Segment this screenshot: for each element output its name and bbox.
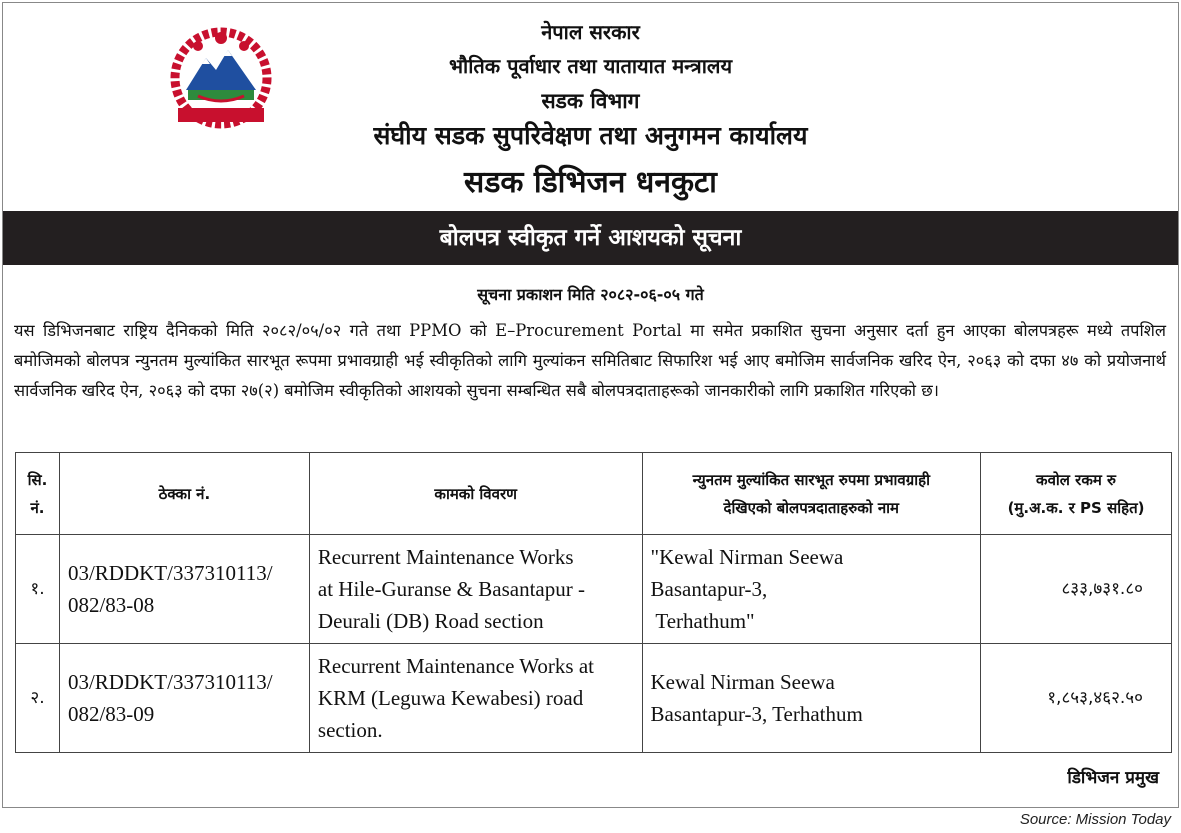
contract-line1: 03/RDDKT/337310113/: [67, 561, 273, 585]
row-amount: ८३३,७३१.८०: [981, 535, 1172, 644]
govt-name: नेपाल सरकार: [541, 20, 640, 44]
row-description: [309, 535, 642, 644]
row-sn: २.: [16, 644, 60, 753]
desc-line3: section.: [317, 718, 383, 742]
col-header-bidder: [642, 453, 981, 535]
bid-table: [15, 452, 1172, 753]
row-bidder: [642, 644, 981, 753]
col-header-sn: [16, 453, 60, 535]
row-contract-no: [59, 535, 309, 644]
desc-line3: Deurali (DB) Road section: [317, 609, 544, 633]
desc-line2: KRM (Leguwa Kewabesi) road: [317, 686, 584, 710]
division-name: सडक डिभिजन धनकुटा: [464, 165, 717, 200]
col-header-amount: [981, 453, 1172, 535]
contract-line2: 082/83-09: [67, 702, 155, 726]
col-header-bidder-line1: न्युनतम मुल्यांकित सारभूत रुपमा प्रभावग्राही: [692, 470, 930, 489]
bidder-line3: Terhathum": [650, 609, 755, 633]
desc-line1: Recurrent Maintenance Works: [317, 545, 574, 569]
bidder-line1: Kewal Nirman Seewa: [650, 670, 835, 694]
col-header-description: कामको विवरण: [309, 453, 642, 535]
table-row: [16, 644, 1172, 753]
source-credit: Source: Mission Today: [1019, 811, 1171, 828]
col-header-amount-line1: कवोल रकम रु: [1036, 470, 1117, 489]
division-chief-signoff: डिभिजन प्रमुख: [1067, 768, 1159, 788]
col-header-bidder-line2: देखिएको बोलपत्रदाताहरुको नाम: [723, 498, 900, 517]
table-row: [16, 535, 1172, 644]
bidder-line1: "Kewal Nirman Seewa: [650, 545, 844, 569]
ministry-name: भौतिक पूर्वाधार तथा यातायात मन्त्रालय: [448, 54, 733, 78]
row-contract-no: [59, 644, 309, 753]
row-description: [309, 644, 642, 753]
bidder-line2: Basantapur-3, Terhathum: [650, 702, 863, 726]
bidder-line2: Basantapur-3,: [650, 577, 768, 601]
department-name: सडक विभाग: [541, 89, 640, 113]
notice-title-banner: बोलपत्र स्वीकृत गर्ने आशयको सूचना: [3, 211, 1178, 265]
contract-line2: 082/83-08: [67, 593, 155, 617]
notice-paragraph: यस डिभिजनबाट राष्ट्रिय दैनिकको मिति २०८२/०५/०२ गते तथा PPMO को E–Procurement Portal मा समेत प्रकाशित सुचना अनुसार दर्ता हुन आएका बोलपत्रहरू मध्ये तपशिल बमोजिमको बोलपत्र न्युनतम मुल्यांकित सारभूत रूपमा प्रभावग्राही भई स्वीकृतिको लागि मुल्यांकन समितिबाट सिफारिश भई आए बमोजिम सार्वजनिक खरिद ऐन, २०६३ को दफा ४७ को प्रयोजनार्थ सार्वजनिक खरिद ऐन, २०६३ को दफा २७(२) बमोजिम स्वीकृतिको आशयको सुचना सम्बन्धित सबै बोलपत्रदाताहरूको जानकारीको लागि प्रकाशित गरिएको छ।: [14, 321, 1166, 400]
contract-line1: 03/RDDKT/337310113/: [67, 670, 273, 694]
col-header-amount-line2: (मु.अ.क. र PS सहित): [1007, 498, 1145, 517]
col-header-sn-line2: नं.: [30, 498, 45, 517]
desc-line2: at Hile-Guranse & Basantapur -: [317, 577, 585, 601]
office-name: संघीय सडक सुपरिवेक्षण तथा अनुगमन कार्यालय: [373, 121, 808, 150]
col-header-sn-line1: सि.: [27, 470, 48, 489]
row-amount: १,८५३,४६२.५०: [981, 644, 1172, 753]
desc-line1: Recurrent Maintenance Works at: [317, 654, 594, 678]
row-bidder: [642, 535, 981, 644]
row-sn: १.: [16, 535, 60, 644]
col-header-contract: ठेक्का नं.: [59, 453, 309, 535]
table-header-row: [16, 453, 1172, 535]
publication-date: सूचना प्रकाशन मिति २०८२-०६-०५ गते: [477, 285, 704, 304]
